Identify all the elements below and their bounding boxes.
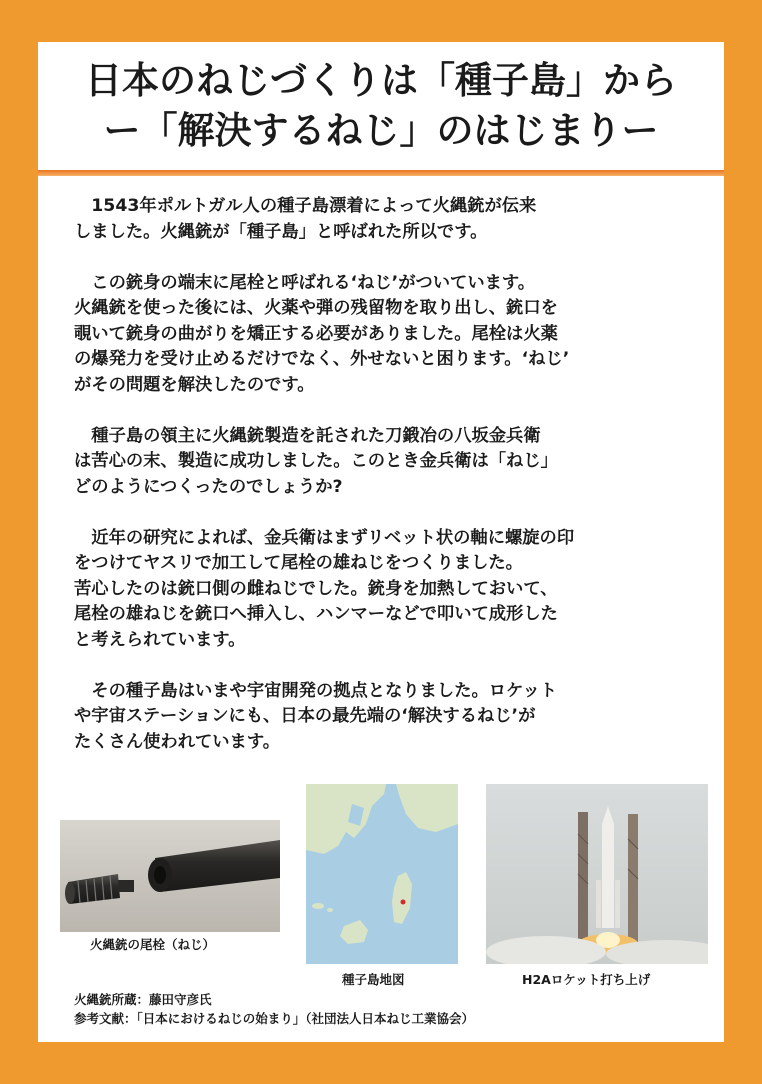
- bolt-photo: [60, 820, 280, 932]
- paragraph-line: 尾栓の雄ねじを銃口へ挿入し、ハンマーなどで叩いて成形した: [74, 604, 558, 624]
- paragraph-line: は苦心の末、製造に成功しました。このとき金兵衛は「ねじ」: [74, 451, 558, 471]
- paragraph-line: その種子島はいまや宇宙開発の拠点となりました。ロケット: [74, 680, 558, 701]
- title-line-2: ー「解決するねじ」のはじまりー: [103, 109, 659, 152]
- bolt-caption: 火縄銃の尾栓（ねじ）: [90, 937, 216, 952]
- credits-line-1: 火縄銃所蔵：藤田守彦氏: [74, 992, 212, 1007]
- paragraph-line: 覗いて銃身の曲がりを矯正する必要がありました。尾栓は火薬: [74, 323, 558, 344]
- paragraph-2: [74, 271, 704, 399]
- paragraph-line: 火縄銃を使った後には、火薬や弾の残留物を取り出し、銃口を: [74, 298, 558, 318]
- paragraph-line: 近年の研究によれば、金兵衛はまずリベット状の軸に螺旋の印: [74, 527, 575, 548]
- tanegashima-map: [306, 784, 458, 964]
- body-text: [74, 194, 704, 781]
- paragraph-line: 苦心したのは銃口側の雌ねじでした。銃身を加熱しておいて、: [74, 578, 558, 599]
- credits: [74, 990, 474, 1028]
- paragraph-line: や宇宙ステーションにも、日本の最先端の‘解決するねじ’が: [74, 706, 536, 726]
- paragraph-line: 1543年ポルトガル人の種子島漂着によって火縄銃が伝来: [74, 196, 537, 216]
- paragraph-4: [74, 526, 704, 654]
- paragraph-3: [74, 424, 704, 501]
- title-divider: [38, 170, 724, 176]
- title-block: [38, 56, 724, 156]
- map-caption: 種子島地図: [342, 972, 405, 987]
- poster-panel: [38, 42, 724, 1042]
- rocket-launch-illustration: [486, 784, 708, 964]
- paragraph-line: 種子島の領主に火縄銃製造を託された刀鍛冶の八坂金兵衛: [74, 425, 541, 446]
- credits-line-2: 参考文献：「日本におけるねじの始まり」（社団法人日本ねじ工業協会）: [74, 1011, 475, 1026]
- paragraph-line: と考えられています。: [74, 629, 246, 650]
- bolt-photo-illustration: [60, 820, 280, 932]
- paragraph-line: この銃身の端末に尾栓と呼ばれる‘ねじ’がついています。: [74, 272, 536, 293]
- paragraph-line: をつけてヤスリで加工して尾栓の雄ねじをつくりました。: [74, 553, 523, 573]
- rocket-photo: [486, 784, 708, 964]
- paragraph-line: の爆発力を受け止めるだけでなく、外せないと困ります。‘ねじ’: [74, 349, 570, 369]
- paragraph-1: [74, 194, 704, 245]
- map-image: [306, 784, 458, 964]
- rocket-caption: H2Aロケット打ち上げ: [522, 972, 651, 987]
- paragraph-5: [74, 679, 704, 756]
- paragraph-line: どのようにつくったのでしょうか?: [74, 476, 343, 497]
- paragraph-line: がその問題を解決したのです。: [74, 374, 315, 395]
- title-line-1: 日本のねじづくりは「種子島」から: [85, 59, 677, 102]
- paragraph-line: しました。火縄銃が「種子島」と呼ばれた所以です。: [74, 221, 488, 242]
- paragraph-line: たくさん使われています。: [74, 731, 280, 752]
